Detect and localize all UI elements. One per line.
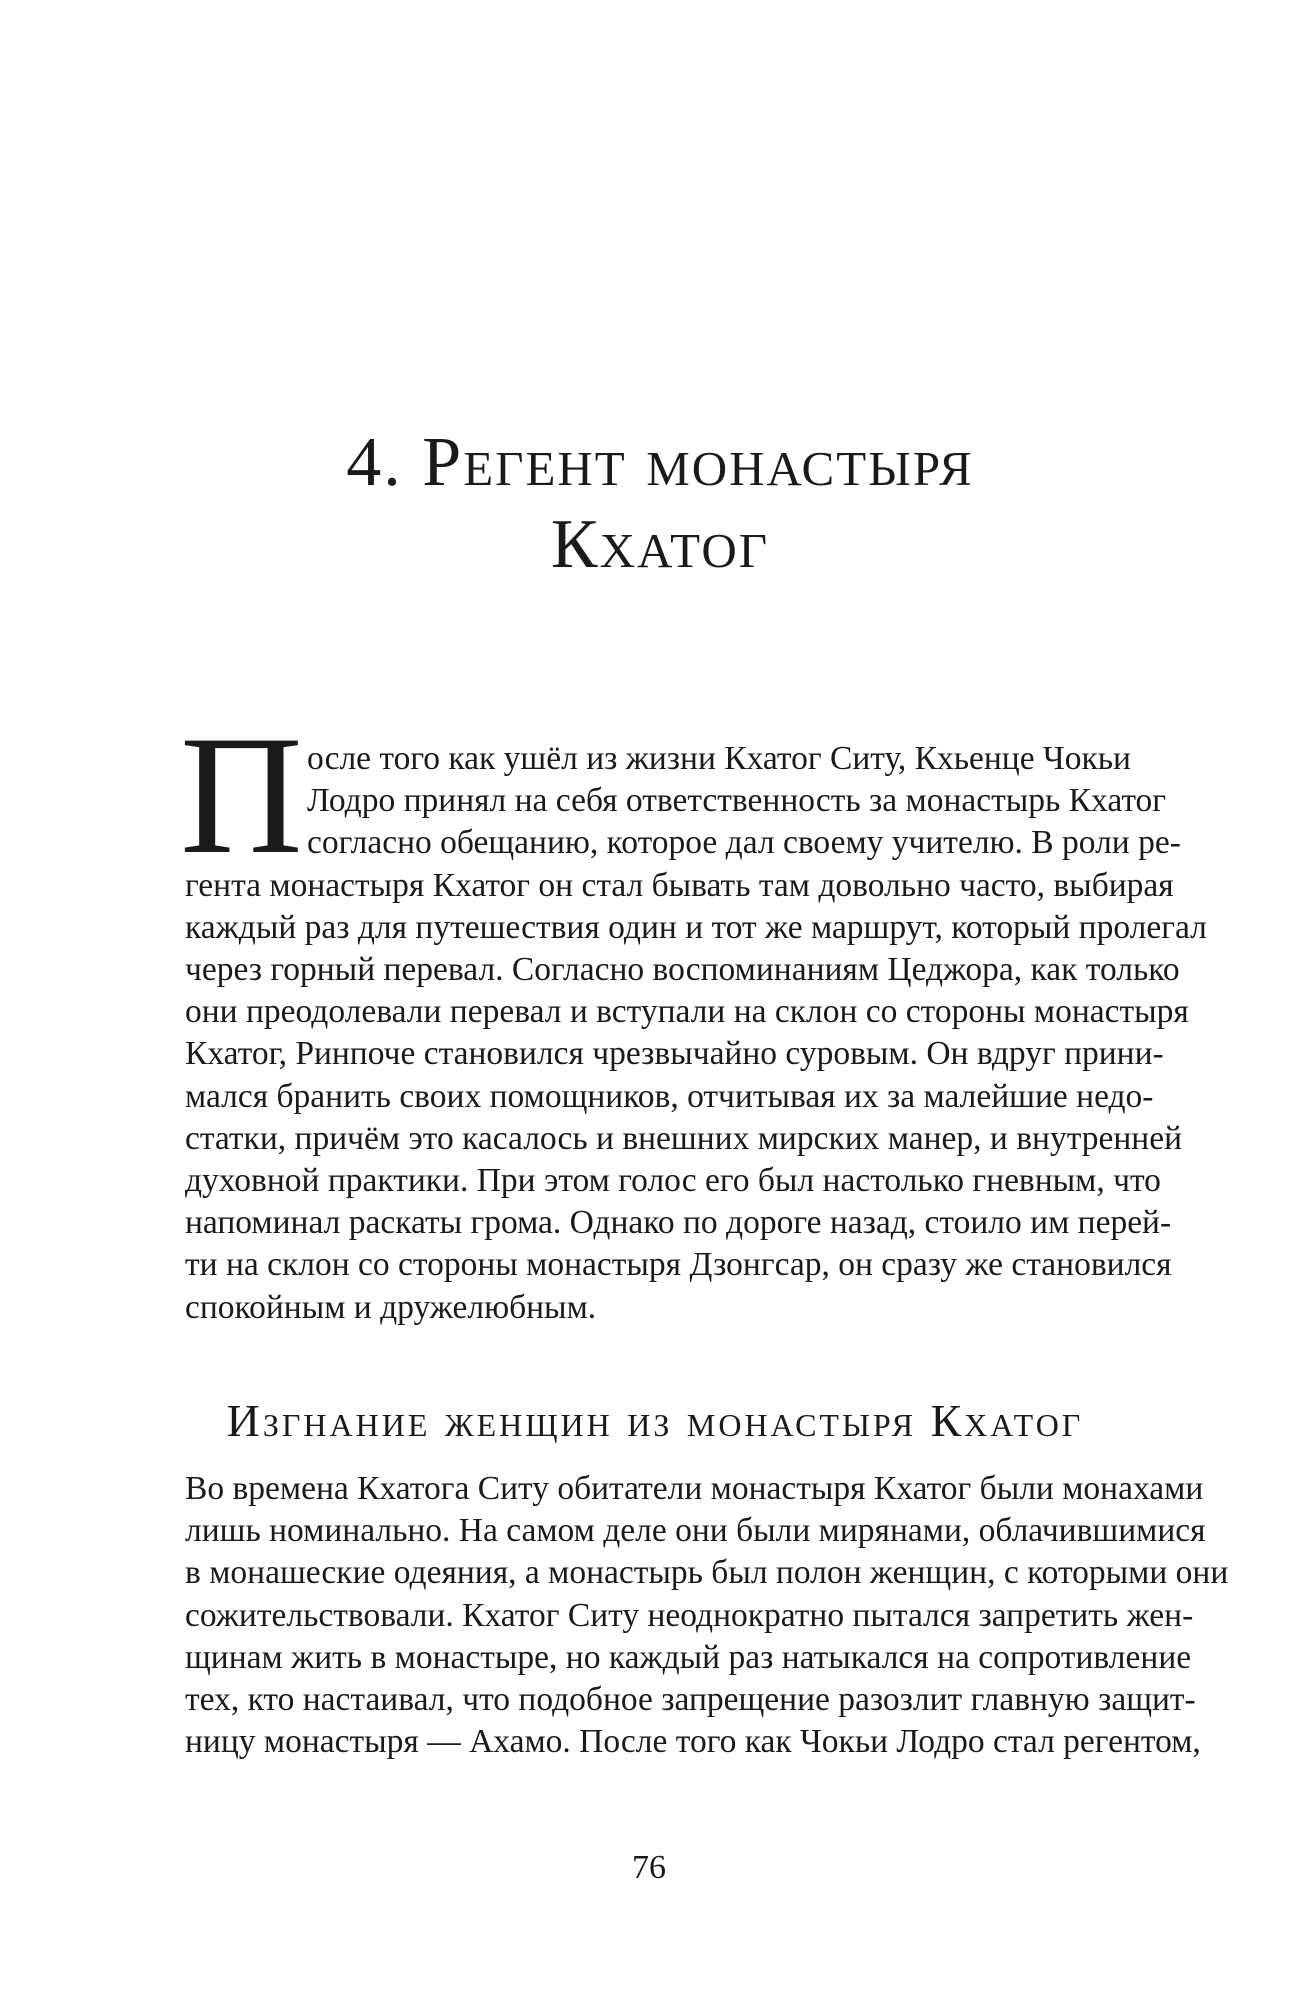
paragraph-line: лишь номинально. На самом деле они были мирянами, облачившимися [185,1512,1206,1550]
paragraph-line: Во времена Кхатога Ситу обитатели монастыря Кхатог были монахами [185,1470,1204,1507]
paragraph-line: гента монастыря Кхатог он стал бывать там довольно часто, выбирая [185,866,1174,904]
chapter-title-line-2: Кхатог [550,506,770,583]
drop-cap: П [180,701,303,889]
paragraph-line: ницу монастыря — Ахамо. После того как Чокьи Лодро стал регентом, [185,1723,1201,1761]
paragraph-line: статки, причём это касалось и внешних мирских манер, и внутренней [185,1119,1183,1157]
paragraph-line: каждый раз для путешествия один и тот же маршрут, который пролегал [185,908,1207,946]
chapter-title-line-1: 4. Регент монастыря [346,424,974,501]
paragraph-2 [185,1468,1229,1763]
paragraph-line: Кхатог, Ринпоче становился чрезвычайно суровым. Он вдруг прини- [185,1035,1164,1073]
paragraph-line: напоминал раскаты грома. Однако по дороге назад, стоило им перей- [185,1204,1172,1242]
paragraph-line: ти на склон со стороны монастыря Дзонгсар, он сразу же становился [185,1246,1172,1284]
paragraph-line: щинам жить в монастыре, но каждый раз натыкался на сопротивление [185,1638,1192,1676]
paragraph-line: согласно обещанию, которое дал своему учителю. В роли ре- [307,824,1181,862]
section-title: Изгнание женщин из монастыря Кхатог [226,1395,1084,1446]
paragraph-line: через горный перевал. Согласно воспоминаниям Цеджора, как только [185,951,1180,989]
paragraph-line: духовной практики. При этом голос его был настолько гневным, что [185,1162,1161,1200]
paragraph-line: осле того как ушёл из жизни Кхатог Ситу, Кхьенце Чокьи [307,740,1131,777]
paragraph-line: в монашеские одеяния, а монастырь был полон женщин, с которыми они [185,1554,1229,1592]
paragraph-1 [185,738,1207,1329]
chapter-title [180,422,1140,586]
paragraph-line: Лодро принял на себя ответственность за монастырь Кхатог [307,782,1167,820]
paragraph-line: они преодолевали перевал и вступали на склон со стороны монастыря [185,993,1189,1031]
paragraph-line: тех, кто настаивал, что подобное запрещение разозлит главную защит- [185,1681,1196,1719]
page-number: 76 [632,1849,666,1886]
paragraph-line: мался бранить своих помощников, отчитывая их за малейшие недо- [185,1077,1154,1115]
paragraph-line: сожительствовали. Кхатог Ситу неоднократно пытался запретить жен- [185,1596,1194,1634]
paragraph-line: спокойным и дружелюбным. [185,1288,597,1326]
